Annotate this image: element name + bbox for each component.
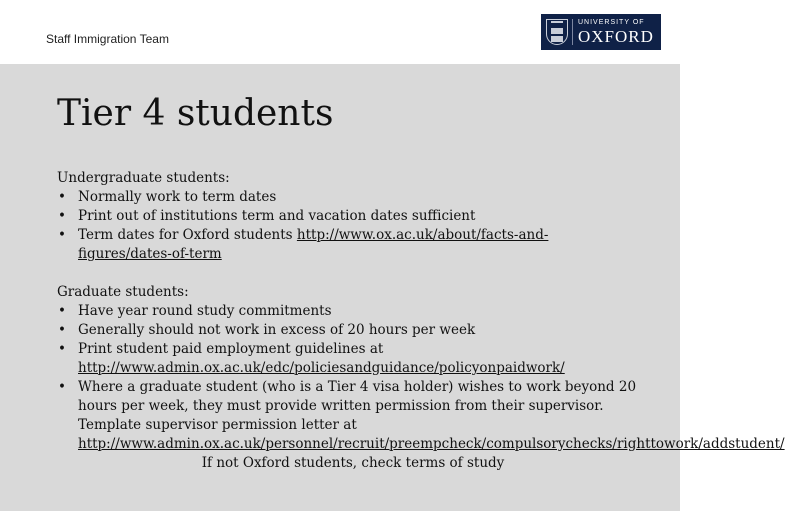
slide-content bbox=[57, 169, 785, 473]
logo-line1: UNIVERSITY OF bbox=[578, 19, 645, 26]
logo-wordmark bbox=[578, 19, 654, 45]
list-item: • Where a graduate student (who is a Tier 4 visa holder) wishes to work beyond 20 hours per week, they must provide written permission from their supervisor. Template supervisor permission letter at http://www.admin.ox.ac.uk/personnel/recruit/preempcheck/compulsorychecks/righttowork/addstudent/ bbox=[57, 378, 637, 454]
header-bar bbox=[0, 0, 680, 64]
list-item: • Print out of institutions term and vacation dates sufficient bbox=[57, 207, 637, 226]
logo-line2: OXFORD bbox=[578, 27, 654, 46]
undergrad-heading: Undergraduate students: bbox=[57, 170, 230, 186]
add-student-link[interactable]: http://www.admin.ox.ac.uk/personnel/recruit/preempcheck/compulsorychecks/righttowork/addstudent/ bbox=[78, 436, 785, 452]
list-item: • Have year round study commitments bbox=[57, 302, 637, 321]
slide-body bbox=[0, 64, 785, 511]
logo-divider bbox=[572, 19, 573, 45]
list-item: • Normally work to term dates bbox=[57, 188, 637, 207]
list-item: • Print student paid employment guidelines at http://www.admin.ox.ac.uk/edc/policiesandguidance/policyonpaidwork/ bbox=[57, 340, 637, 378]
list-item: • Term dates for Oxford students http://www.ox.ac.uk/about/facts-and-figures/dates-of-term bbox=[57, 226, 637, 264]
oxford-logo bbox=[541, 14, 661, 50]
grad-list bbox=[57, 302, 785, 454]
slide-title: Tier 4 students bbox=[57, 93, 334, 134]
crest-icon bbox=[546, 19, 568, 45]
team-name: Staff Immigration Team bbox=[46, 32, 169, 46]
list-item: • Generally should not work in excess of 20 hours per week bbox=[57, 321, 637, 340]
term-dates-link[interactable]: http://www.ox.ac.uk/about/facts-and-figures/dates-of-term bbox=[78, 227, 549, 262]
terms-of-study-note: If not Oxford students, check terms of study bbox=[201, 455, 505, 471]
paid-work-policy-link[interactable]: http://www.admin.ox.ac.uk/edc/policiesandguidance/policyonpaidwork/ bbox=[78, 360, 565, 376]
undergrad-list bbox=[57, 188, 637, 264]
grad-heading: Graduate students: bbox=[57, 284, 189, 300]
